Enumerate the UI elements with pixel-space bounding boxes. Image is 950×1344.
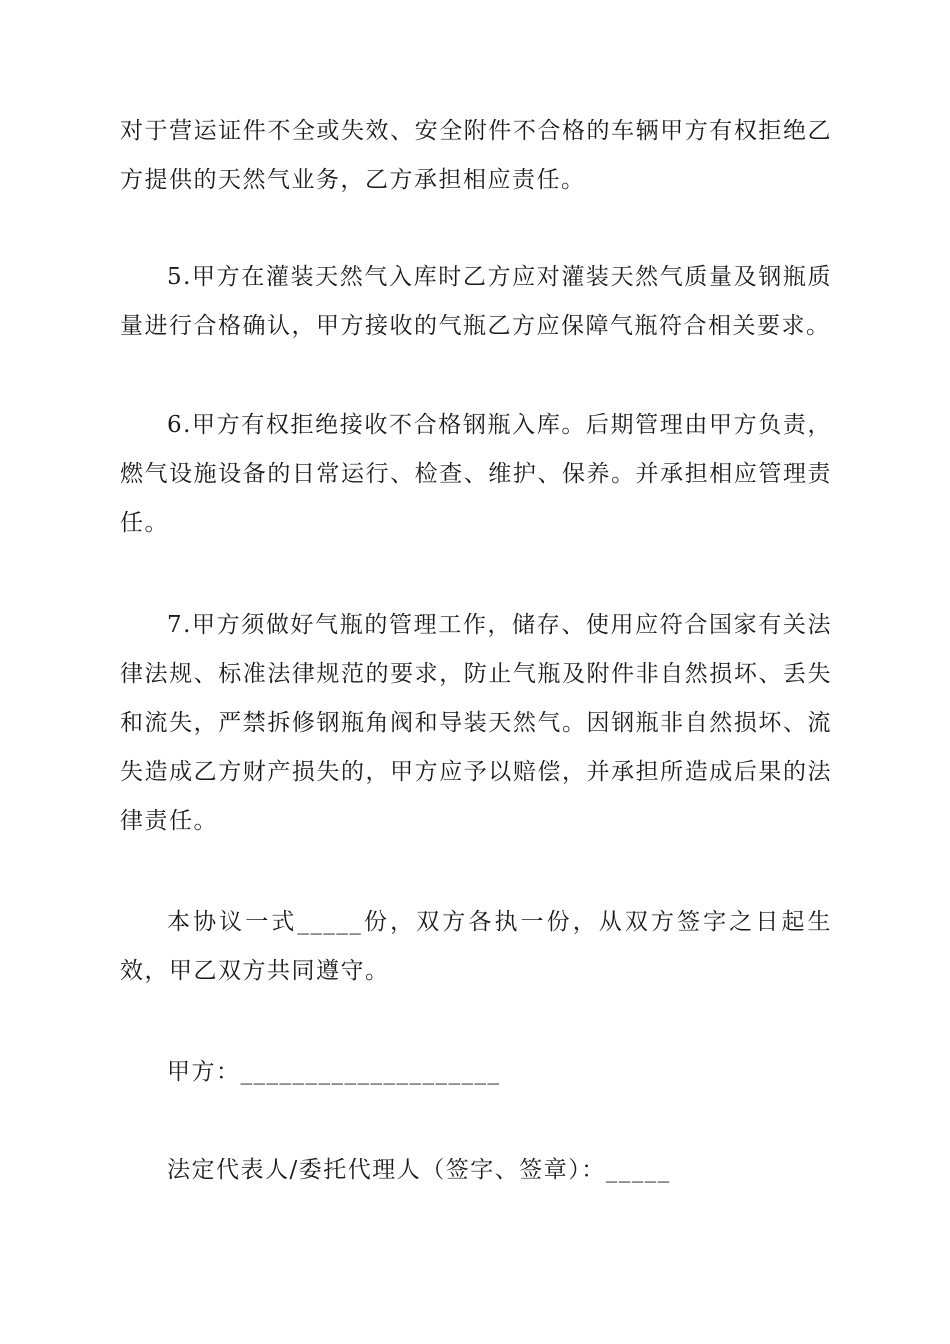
party-a-signature-line: 甲方：____________________ — [167, 1059, 501, 1085]
paragraph-intro: 对于营运证件不全或失效、安全附件不合格的车辆甲方有权拒绝乙方提供的天然气业务，乙方承担相应责任。 — [120, 118, 832, 193]
representative-signature-line: 法定代表人/委托代理人（签字、签章）：_____ — [167, 1157, 671, 1183]
paragraph-clause-6: 6.甲方有权拒绝接收不合格钢瓶入库。后期管理由甲方负责，燃气设施设备的日常运行、检查、维护、保养。并承担相应管理责任。 — [120, 412, 832, 536]
paragraph-clause-7: 7.甲方须做好气瓶的管理工作，储存、使用应符合国家有关法律法规、标准法律规范的要求，防止气瓶及附件非自然损坏、丢失和流失，严禁拆修钢瓶角阀和导装天然气。因钢瓶非自然损坏、流失造成乙方财产损失的，甲方应予以赔偿，并承担所造成后果的法律责任。 — [120, 612, 832, 834]
paragraph-copies: 本协议一式_____份，双方各执一份，从双方签字之日起生效，甲乙双方共同遵守。 — [120, 909, 832, 984]
paragraph-clause-5: 5.甲方在灌装天然气入库时乙方应对灌装天然气质量及钢瓶质量进行合格确认，甲方接收的气瓶乙方应保障气瓶符合相关要求。 — [120, 264, 832, 339]
